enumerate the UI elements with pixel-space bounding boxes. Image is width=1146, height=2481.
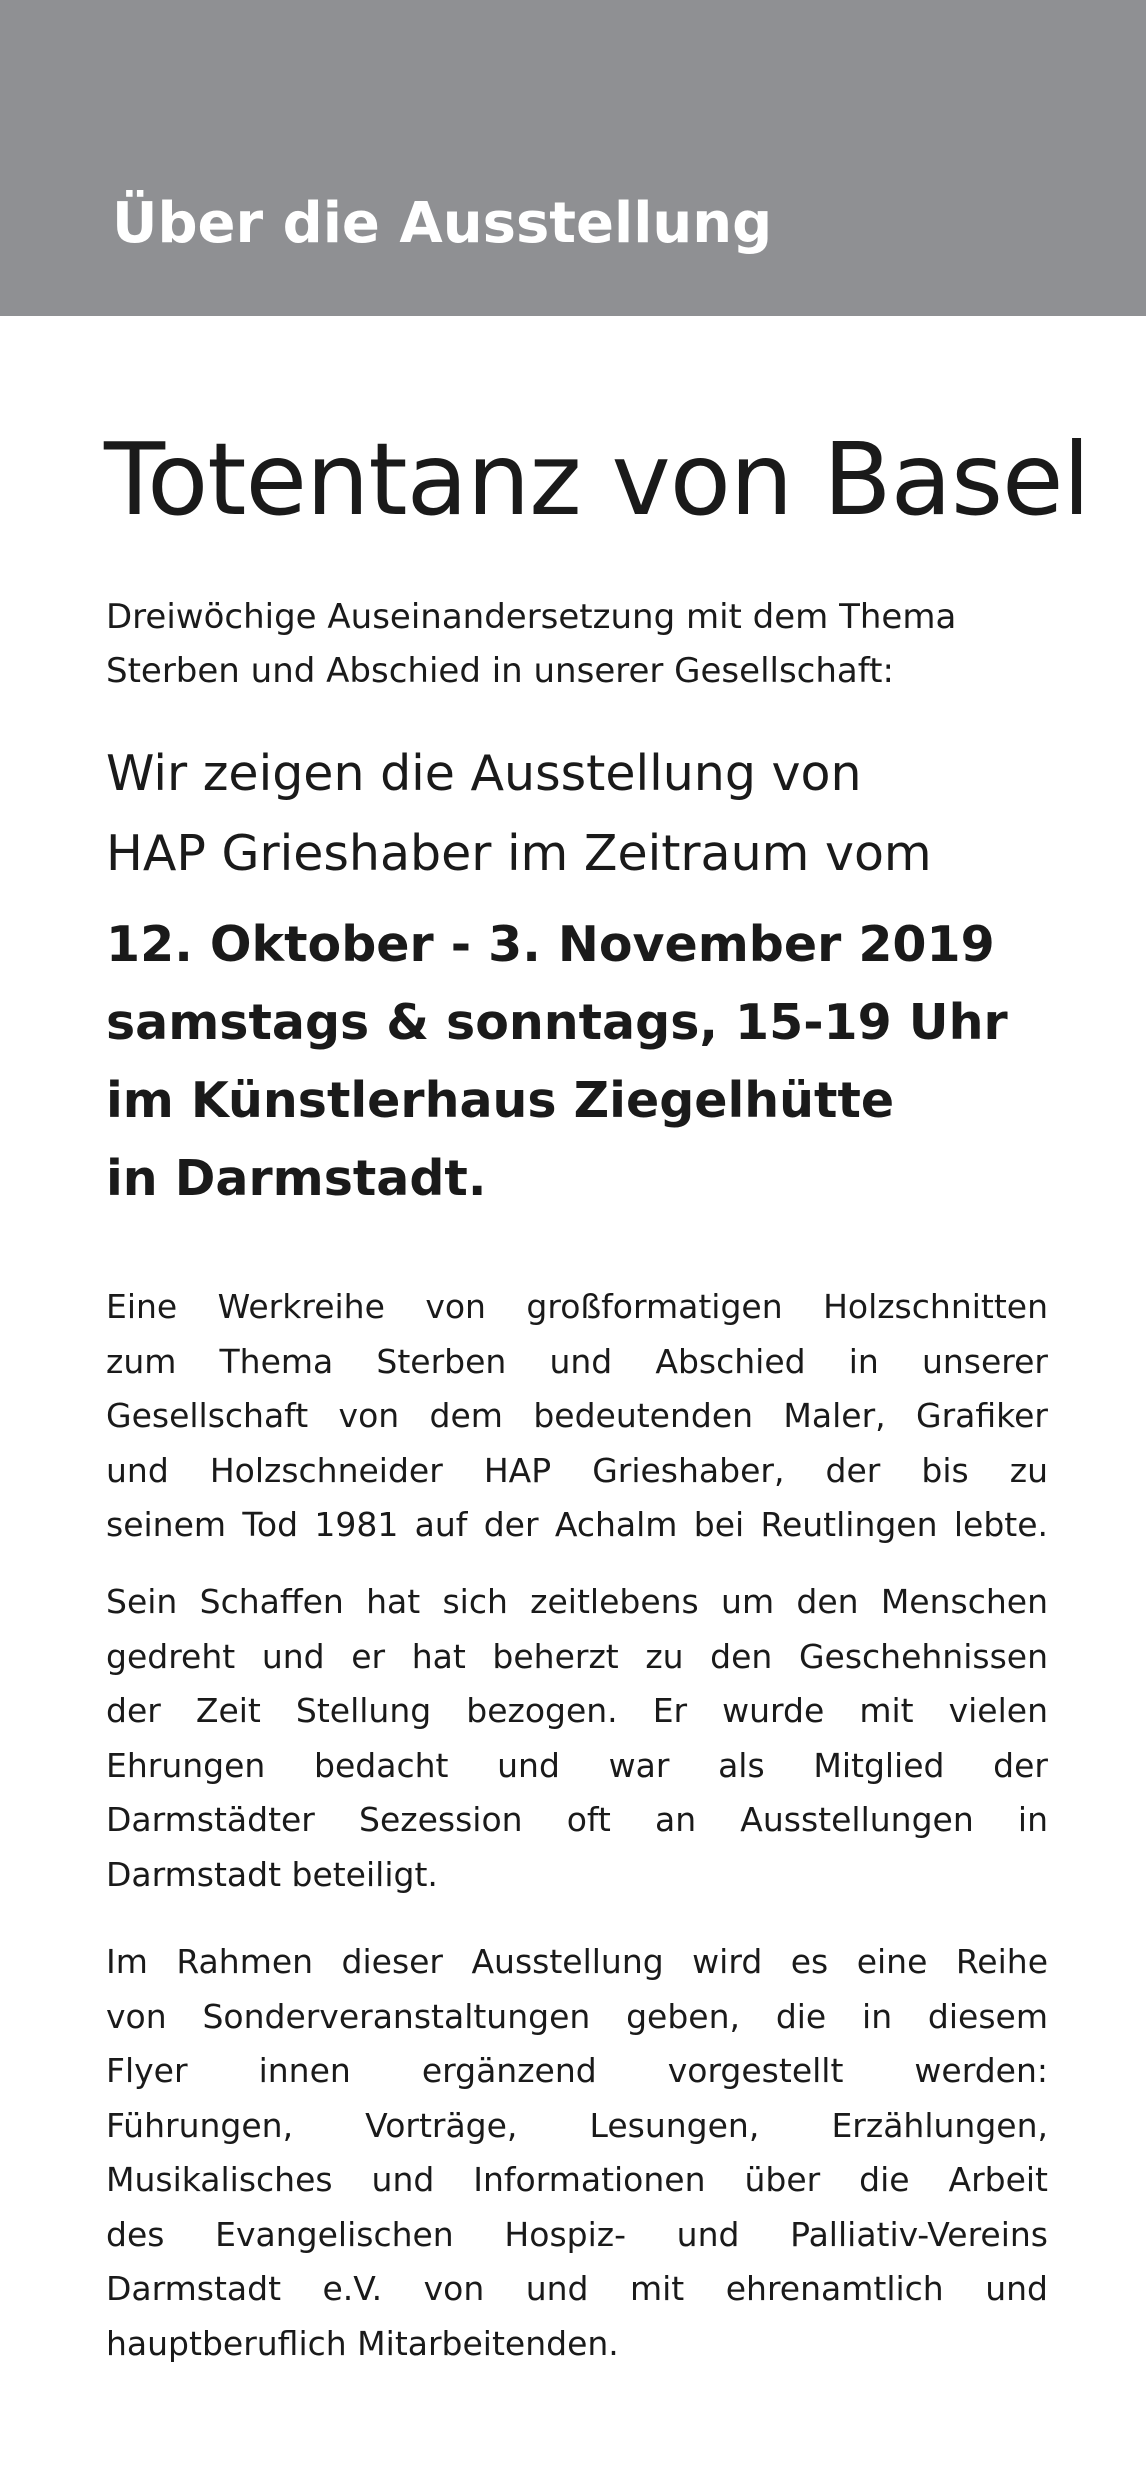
- paragraph-artist: [106, 1575, 1048, 1902]
- paragraph-line: Musikalisches und Informationen über die Arbeit: [106, 2160, 1048, 2199]
- page-title: Totentanz von Basel: [104, 421, 1090, 538]
- paragraph-line: zum Thema Sterben und Abschied in unserer: [106, 1341, 1048, 1381]
- intro-line: Dreiwöchige Auseinandersetzung mit dem Thema: [106, 597, 957, 637]
- paragraph-line: Eine Werkreihe von großformatigen Holzschnitten: [106, 1287, 1048, 1326]
- paragraph-line: Sein Schaffen hat sich zeitlebens um den Menschen: [106, 1582, 1048, 1621]
- section-heading: Über die Ausstellung: [112, 191, 773, 256]
- paragraph-line: der Zeit Stellung bezogen. Er wurde mit vielen: [106, 1691, 1048, 1730]
- paragraph-events: [106, 1935, 1048, 2371]
- paragraph-line: Führungen, Vorträge, Lesungen, Erzählungen,: [106, 2105, 1048, 2145]
- paragraph-line: gedreht und er hat beherzt zu den Geschehnissen: [106, 1636, 1048, 1676]
- event-city: in Darmstadt.: [106, 1150, 487, 1207]
- intro-line: Sterben und Abschied in unserer Gesellschaft:: [106, 651, 894, 691]
- event-venue: im Künstlerhaus Ziegelhütte: [106, 1072, 895, 1129]
- lead-line: HAP Grieshaber im Zeitraum vom: [106, 825, 932, 882]
- event-times: samstags & sonntags, 15-19 Uhr: [106, 994, 1008, 1051]
- header-band: [0, 0, 1146, 316]
- paragraph-line: Flyer innen ergänzend vorgestellt werden:: [106, 2051, 1048, 2090]
- paragraph-line: Darmstadt beteiligt.: [106, 1854, 438, 1894]
- paragraph-line: Ehrungen bedacht und war als Mitglied der: [106, 1745, 1048, 1785]
- paragraph-line: Darmstädter Sezession oft an Ausstellungen in: [106, 1800, 1048, 1839]
- event-details: [106, 906, 1066, 1218]
- paragraph-line: hauptberuflich Mitarbeitenden.: [106, 2323, 619, 2363]
- paragraph-line: des Evangelischen Hospiz- und Palliativ-Vereins: [106, 2214, 1048, 2254]
- event-dates: 12. Oktober - 3. November 2019: [106, 916, 995, 973]
- paragraph-artwork: [106, 1280, 1048, 1553]
- paragraph-line: Im Rahmen dieser Ausstellung wird es eine Reihe: [106, 1942, 1048, 1981]
- paragraph-line: Darmstadt e.V. von und mit ehrenamtlich und: [106, 2269, 1048, 2308]
- paragraph-line: und Holzschneider HAP Grieshaber, der bis zu: [106, 1450, 1048, 1490]
- lead-line: Wir zeigen die Ausstellung von: [106, 745, 862, 802]
- paragraph-line: seinem Tod 1981 auf der Achalm bei Reutlingen lebte.: [106, 1505, 1048, 1544]
- intro-text: [106, 590, 1066, 698]
- paragraph-line: Gesellschaft von dem bedeutenden Maler, Grafiker: [106, 1396, 1048, 1435]
- paragraph-line: von Sonderveranstaltungen geben, die in diesem: [106, 1996, 1048, 2036]
- lead-text: [106, 734, 1066, 894]
